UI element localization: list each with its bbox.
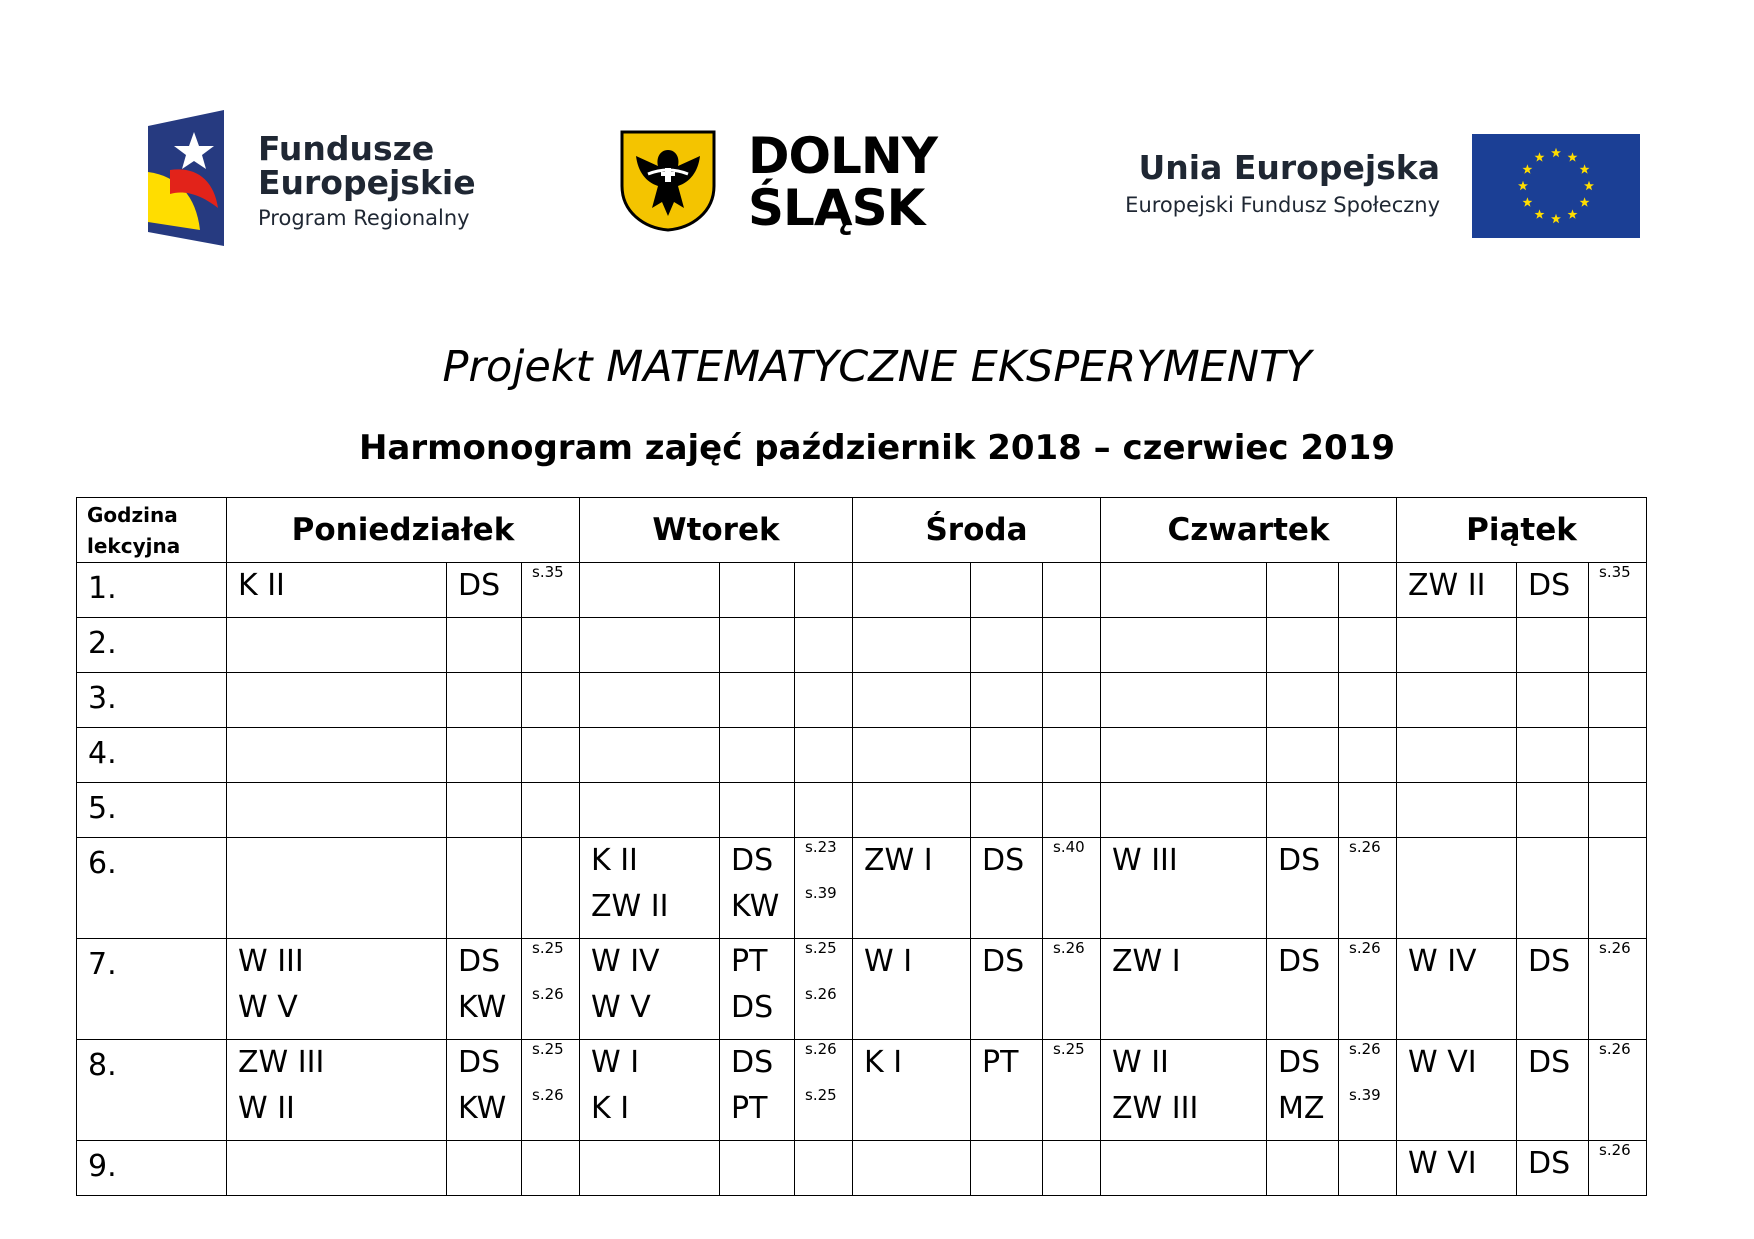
- hour-cell: 4.: [77, 728, 227, 783]
- dolny-slask-line1: DOLNY: [748, 127, 937, 185]
- group-cell: [1397, 728, 1517, 783]
- room-cell: [1339, 1040, 1397, 1141]
- teacher-cell: [447, 939, 522, 1040]
- room-cell: [1339, 838, 1397, 939]
- group-cell: [1101, 563, 1267, 618]
- teacher-cell: [720, 939, 795, 1040]
- group-text: ZW I: [1112, 944, 1181, 979]
- room-text: [795, 1040, 852, 1086]
- group-text: W II: [1112, 1045, 1169, 1080]
- group-cell: [853, 563, 971, 618]
- teacher-cell: [720, 1141, 795, 1196]
- room-label: s.26: [1349, 838, 1381, 856]
- table-row: [77, 618, 1647, 673]
- group-cell: [227, 728, 447, 783]
- group-text: K I: [591, 1091, 630, 1126]
- fundusze-europejskie-logo: [148, 110, 528, 250]
- room-label: s.26: [532, 1086, 564, 1104]
- room-cell: [1589, 939, 1647, 1040]
- room-cell: [1043, 1040, 1101, 1141]
- group-cell: [1397, 783, 1517, 838]
- group-text: W IV: [591, 944, 660, 979]
- teacher-cell: [1267, 728, 1339, 783]
- teacher-text: DS: [731, 990, 774, 1025]
- teacher-cell: [447, 1040, 522, 1141]
- group-text: K I: [864, 1045, 903, 1080]
- teacher-cell: [720, 563, 795, 618]
- group-text: W III: [1112, 843, 1178, 878]
- room-label: s.40: [1053, 838, 1085, 856]
- room-cell: [1043, 1141, 1101, 1196]
- table-row: [77, 783, 1647, 838]
- room-label: s.25: [532, 1040, 564, 1058]
- teacher-cell: [1267, 618, 1339, 673]
- teacher-cell: [447, 618, 522, 673]
- group-cell: [1397, 563, 1517, 618]
- room-text: [522, 939, 579, 985]
- room-text: [1043, 939, 1100, 985]
- teacher-text: DS: [1528, 1045, 1571, 1080]
- fundusze-line3: Program Regionalny: [258, 206, 470, 230]
- room-text: [522, 563, 579, 609]
- room-cell: [522, 939, 580, 1040]
- room-text: [795, 838, 852, 884]
- room-cell: [1043, 728, 1101, 783]
- teacher-text: DS: [982, 944, 1025, 979]
- room-cell: [1589, 618, 1647, 673]
- group-cell: [1397, 939, 1517, 1040]
- room-cell: [522, 838, 580, 939]
- teacher-cell: [1517, 783, 1589, 838]
- teacher-cell: [447, 838, 522, 939]
- hour-cell: 8.: [77, 1040, 227, 1141]
- group-cell: [1101, 783, 1267, 838]
- silesian-eagle-crest-icon: [618, 128, 718, 232]
- room-cell: [1589, 563, 1647, 618]
- group-cell: [1397, 1040, 1517, 1141]
- room-cell: [795, 1141, 853, 1196]
- teacher-text: KW: [458, 990, 507, 1025]
- hour-cell: 1.: [77, 563, 227, 618]
- teacher-cell: [1267, 939, 1339, 1040]
- room-text: [795, 884, 852, 930]
- group-text: W V: [591, 990, 651, 1025]
- group-text: W I: [864, 944, 913, 979]
- group-cell: [580, 1040, 720, 1141]
- group-cell: [1397, 838, 1517, 939]
- hour-header-line: Godzina: [87, 503, 178, 527]
- hour-cell: 6.: [77, 838, 227, 939]
- group-cell: [227, 783, 447, 838]
- room-label: s.35: [1599, 563, 1631, 581]
- teacher-cell: [447, 783, 522, 838]
- table-row: [77, 1040, 1647, 1141]
- teacher-cell: [1517, 728, 1589, 783]
- schedule-table: [76, 497, 1647, 1196]
- room-label: s.25: [532, 939, 564, 957]
- group-cell: [580, 673, 720, 728]
- room-cell: [522, 563, 580, 618]
- group-cell: [227, 838, 447, 939]
- room-cell: [1339, 673, 1397, 728]
- group-cell: [1397, 1141, 1517, 1196]
- page-subtitle: Harmonogram zajęć październik 2018 – czerwiec 2019: [358, 428, 1396, 468]
- room-label: s.26: [1053, 939, 1085, 957]
- room-label: s.39: [1349, 1086, 1381, 1104]
- room-text: [795, 1086, 852, 1132]
- group-text: ZW II: [591, 889, 669, 924]
- teacher-cell: [1267, 563, 1339, 618]
- teacher-text: DS: [982, 843, 1025, 878]
- group-text: ZW II: [1408, 568, 1486, 603]
- room-cell: [1589, 1141, 1647, 1196]
- teacher-text: PT: [731, 1091, 768, 1126]
- table-row: [77, 939, 1647, 1040]
- teacher-text: DS: [458, 1045, 501, 1080]
- fundusze-line2: Europejskie: [258, 163, 476, 202]
- room-label: s.35: [532, 563, 564, 581]
- room-text: [1339, 1040, 1396, 1086]
- room-text: [1589, 1141, 1646, 1187]
- room-cell: [1043, 783, 1101, 838]
- room-cell: [795, 939, 853, 1040]
- hour-cell: 9.: [77, 1141, 227, 1196]
- table-row: [77, 563, 1647, 618]
- teacher-cell: [971, 673, 1043, 728]
- room-text: [522, 1040, 579, 1086]
- group-cell: [580, 618, 720, 673]
- eu-flag-icon: [1472, 134, 1640, 238]
- teacher-cell: [720, 673, 795, 728]
- room-cell: [795, 618, 853, 673]
- group-text: W IV: [1408, 944, 1477, 979]
- group-cell: [1397, 618, 1517, 673]
- teacher-cell: [720, 838, 795, 939]
- room-label: s.26: [1599, 1141, 1631, 1159]
- room-label: s.26: [532, 985, 564, 1003]
- group-cell: [853, 728, 971, 783]
- group-text: W III: [238, 944, 304, 979]
- table-row: [77, 1141, 1647, 1196]
- room-text: [1589, 563, 1646, 609]
- room-cell: [1043, 673, 1101, 728]
- room-cell: [795, 1040, 853, 1141]
- table-row: [77, 838, 1647, 939]
- teacher-text: DS: [1528, 568, 1571, 603]
- teacher-text: PT: [731, 944, 768, 979]
- teacher-cell: [971, 1141, 1043, 1196]
- teacher-text: DS: [731, 1045, 774, 1080]
- dolny-slask-logo: [618, 128, 978, 240]
- group-cell: [1101, 1141, 1267, 1196]
- room-cell: [522, 673, 580, 728]
- room-text: [1339, 838, 1396, 884]
- group-cell: [580, 563, 720, 618]
- teacher-cell: [720, 783, 795, 838]
- room-cell: [1043, 563, 1101, 618]
- room-text: [1339, 1086, 1396, 1132]
- group-text: W I: [591, 1045, 640, 1080]
- room-cell: [795, 728, 853, 783]
- group-cell: [1101, 673, 1267, 728]
- hour-header-line: lekcyjna: [87, 534, 181, 558]
- teacher-text: DS: [1528, 944, 1571, 979]
- room-cell: [522, 1040, 580, 1141]
- fundusze-line1: Fundusze: [258, 129, 435, 168]
- group-cell: [1101, 618, 1267, 673]
- group-cell: [580, 838, 720, 939]
- hour-cell: 3.: [77, 673, 227, 728]
- teacher-cell: [1517, 563, 1589, 618]
- group-text: ZW III: [1112, 1091, 1199, 1126]
- room-cell: [1043, 618, 1101, 673]
- hour-cell: 2.: [77, 618, 227, 673]
- room-cell: [1589, 838, 1647, 939]
- group-cell: [853, 1040, 971, 1141]
- group-cell: [227, 1141, 447, 1196]
- unia-europejska-logo: [1080, 134, 1640, 238]
- teacher-cell: [720, 1040, 795, 1141]
- group-cell: [853, 783, 971, 838]
- teacher-text: DS: [458, 568, 501, 603]
- teacher-cell: [720, 728, 795, 783]
- teacher-cell: [1517, 1040, 1589, 1141]
- room-cell: [1043, 838, 1101, 939]
- group-cell: [1397, 673, 1517, 728]
- room-cell: [1339, 783, 1397, 838]
- teacher-cell: [1267, 783, 1339, 838]
- group-cell: [227, 673, 447, 728]
- room-label: s.26: [805, 985, 837, 1003]
- unia-line1: Unia Europejska: [1138, 148, 1440, 187]
- teacher-cell: [1267, 1141, 1339, 1196]
- teacher-text: DS: [1278, 944, 1321, 979]
- room-cell: [1589, 673, 1647, 728]
- room-cell: [522, 1141, 580, 1196]
- group-text: W VI: [1408, 1045, 1477, 1080]
- teacher-text: KW: [731, 889, 780, 924]
- teacher-cell: [447, 673, 522, 728]
- group-cell: [227, 618, 447, 673]
- room-cell: [1339, 1141, 1397, 1196]
- day-header-wtorek: Wtorek: [580, 498, 853, 563]
- room-label: s.26: [1599, 939, 1631, 957]
- room-cell: [1589, 728, 1647, 783]
- group-cell: [853, 838, 971, 939]
- group-cell: [580, 939, 720, 1040]
- group-cell: [1101, 838, 1267, 939]
- hour-cell: 7.: [77, 939, 227, 1040]
- teacher-text: MZ: [1278, 1091, 1325, 1126]
- room-cell: [795, 563, 853, 618]
- teacher-text: DS: [731, 843, 774, 878]
- room-text: [1043, 838, 1100, 884]
- room-cell: [522, 618, 580, 673]
- teacher-text: PT: [982, 1045, 1019, 1080]
- teacher-cell: [447, 563, 522, 618]
- room-cell: [522, 728, 580, 783]
- room-text: [1043, 1040, 1100, 1086]
- group-text: W VI: [1408, 1146, 1477, 1181]
- room-text: [1339, 939, 1396, 985]
- room-label: s.23: [805, 838, 837, 856]
- group-cell: [1101, 1040, 1267, 1141]
- room-label: s.26: [1349, 939, 1381, 957]
- teacher-cell: [1517, 1141, 1589, 1196]
- hour-cell: 5.: [77, 783, 227, 838]
- day-header-czwartek: Czwartek: [1101, 498, 1397, 563]
- group-cell: [1101, 728, 1267, 783]
- room-label: s.26: [1349, 1040, 1381, 1058]
- room-cell: [1339, 563, 1397, 618]
- page-title: Projekt MATEMATYCZNE EKSPERYMENTY: [442, 342, 1312, 392]
- room-label: s.25: [1053, 1040, 1085, 1058]
- room-cell: [1589, 1040, 1647, 1141]
- group-cell: [1101, 939, 1267, 1040]
- teacher-text: DS: [1528, 1146, 1571, 1181]
- teacher-cell: [971, 728, 1043, 783]
- room-cell: [1339, 939, 1397, 1040]
- teacher-cell: [971, 563, 1043, 618]
- room-label: s.39: [805, 884, 837, 902]
- room-cell: [1589, 783, 1647, 838]
- room-cell: [522, 783, 580, 838]
- teacher-cell: [971, 939, 1043, 1040]
- room-label: s.25: [805, 1086, 837, 1104]
- teacher-text: DS: [1278, 1045, 1321, 1080]
- room-cell: [1339, 728, 1397, 783]
- teacher-text: DS: [458, 944, 501, 979]
- teacher-cell: [1517, 618, 1589, 673]
- room-cell: [1043, 939, 1101, 1040]
- group-cell: [580, 728, 720, 783]
- group-cell: [227, 1040, 447, 1141]
- teacher-cell: [1517, 838, 1589, 939]
- teacher-cell: [1267, 673, 1339, 728]
- group-cell: [853, 1141, 971, 1196]
- room-text: [522, 1086, 579, 1132]
- hour-column-header: [77, 498, 227, 563]
- teacher-cell: [971, 838, 1043, 939]
- group-cell: [853, 618, 971, 673]
- group-text: ZW I: [864, 843, 933, 878]
- group-text: K II: [591, 843, 638, 878]
- teacher-cell: [1267, 838, 1339, 939]
- room-cell: [795, 673, 853, 728]
- room-cell: [795, 838, 853, 939]
- group-cell: [853, 939, 971, 1040]
- group-text: W V: [238, 990, 298, 1025]
- teacher-cell: [971, 1040, 1043, 1141]
- day-header-poniedzialek: Poniedziałek: [227, 498, 580, 563]
- day-header-piatek: Piątek: [1397, 498, 1647, 563]
- teacher-cell: [447, 728, 522, 783]
- day-header-sroda: Środa: [853, 498, 1101, 563]
- room-text: [1589, 939, 1646, 985]
- teacher-text: DS: [1278, 843, 1321, 878]
- room-cell: [795, 783, 853, 838]
- teacher-cell: [720, 618, 795, 673]
- teacher-text: KW: [458, 1091, 507, 1126]
- group-text: W II: [238, 1091, 295, 1126]
- teacher-cell: [971, 618, 1043, 673]
- group-text: K II: [238, 568, 285, 603]
- fundusze-europejskie-flag-icon: [148, 110, 228, 250]
- table-row: [77, 728, 1647, 783]
- room-cell: [1339, 618, 1397, 673]
- group-cell: [227, 563, 447, 618]
- group-cell: [580, 783, 720, 838]
- room-label: s.26: [805, 1040, 837, 1058]
- room-text: [795, 985, 852, 1031]
- table-row: [77, 673, 1647, 728]
- group-text: ZW III: [238, 1045, 325, 1080]
- teacher-cell: [1517, 939, 1589, 1040]
- dolny-slask-line2: ŚLĄSK: [748, 179, 925, 237]
- unia-line2: Europejski Fundusz Społeczny: [1125, 193, 1440, 217]
- group-cell: [853, 673, 971, 728]
- group-cell: [227, 939, 447, 1040]
- room-text: [795, 939, 852, 985]
- room-text: [522, 985, 579, 1031]
- group-cell: [580, 1141, 720, 1196]
- teacher-cell: [1267, 1040, 1339, 1141]
- room-label: s.25: [805, 939, 837, 957]
- room-text: [1589, 1040, 1646, 1086]
- teacher-cell: [1517, 673, 1589, 728]
- teacher-cell: [971, 783, 1043, 838]
- room-label: s.26: [1599, 1040, 1631, 1058]
- teacher-cell: [447, 1141, 522, 1196]
